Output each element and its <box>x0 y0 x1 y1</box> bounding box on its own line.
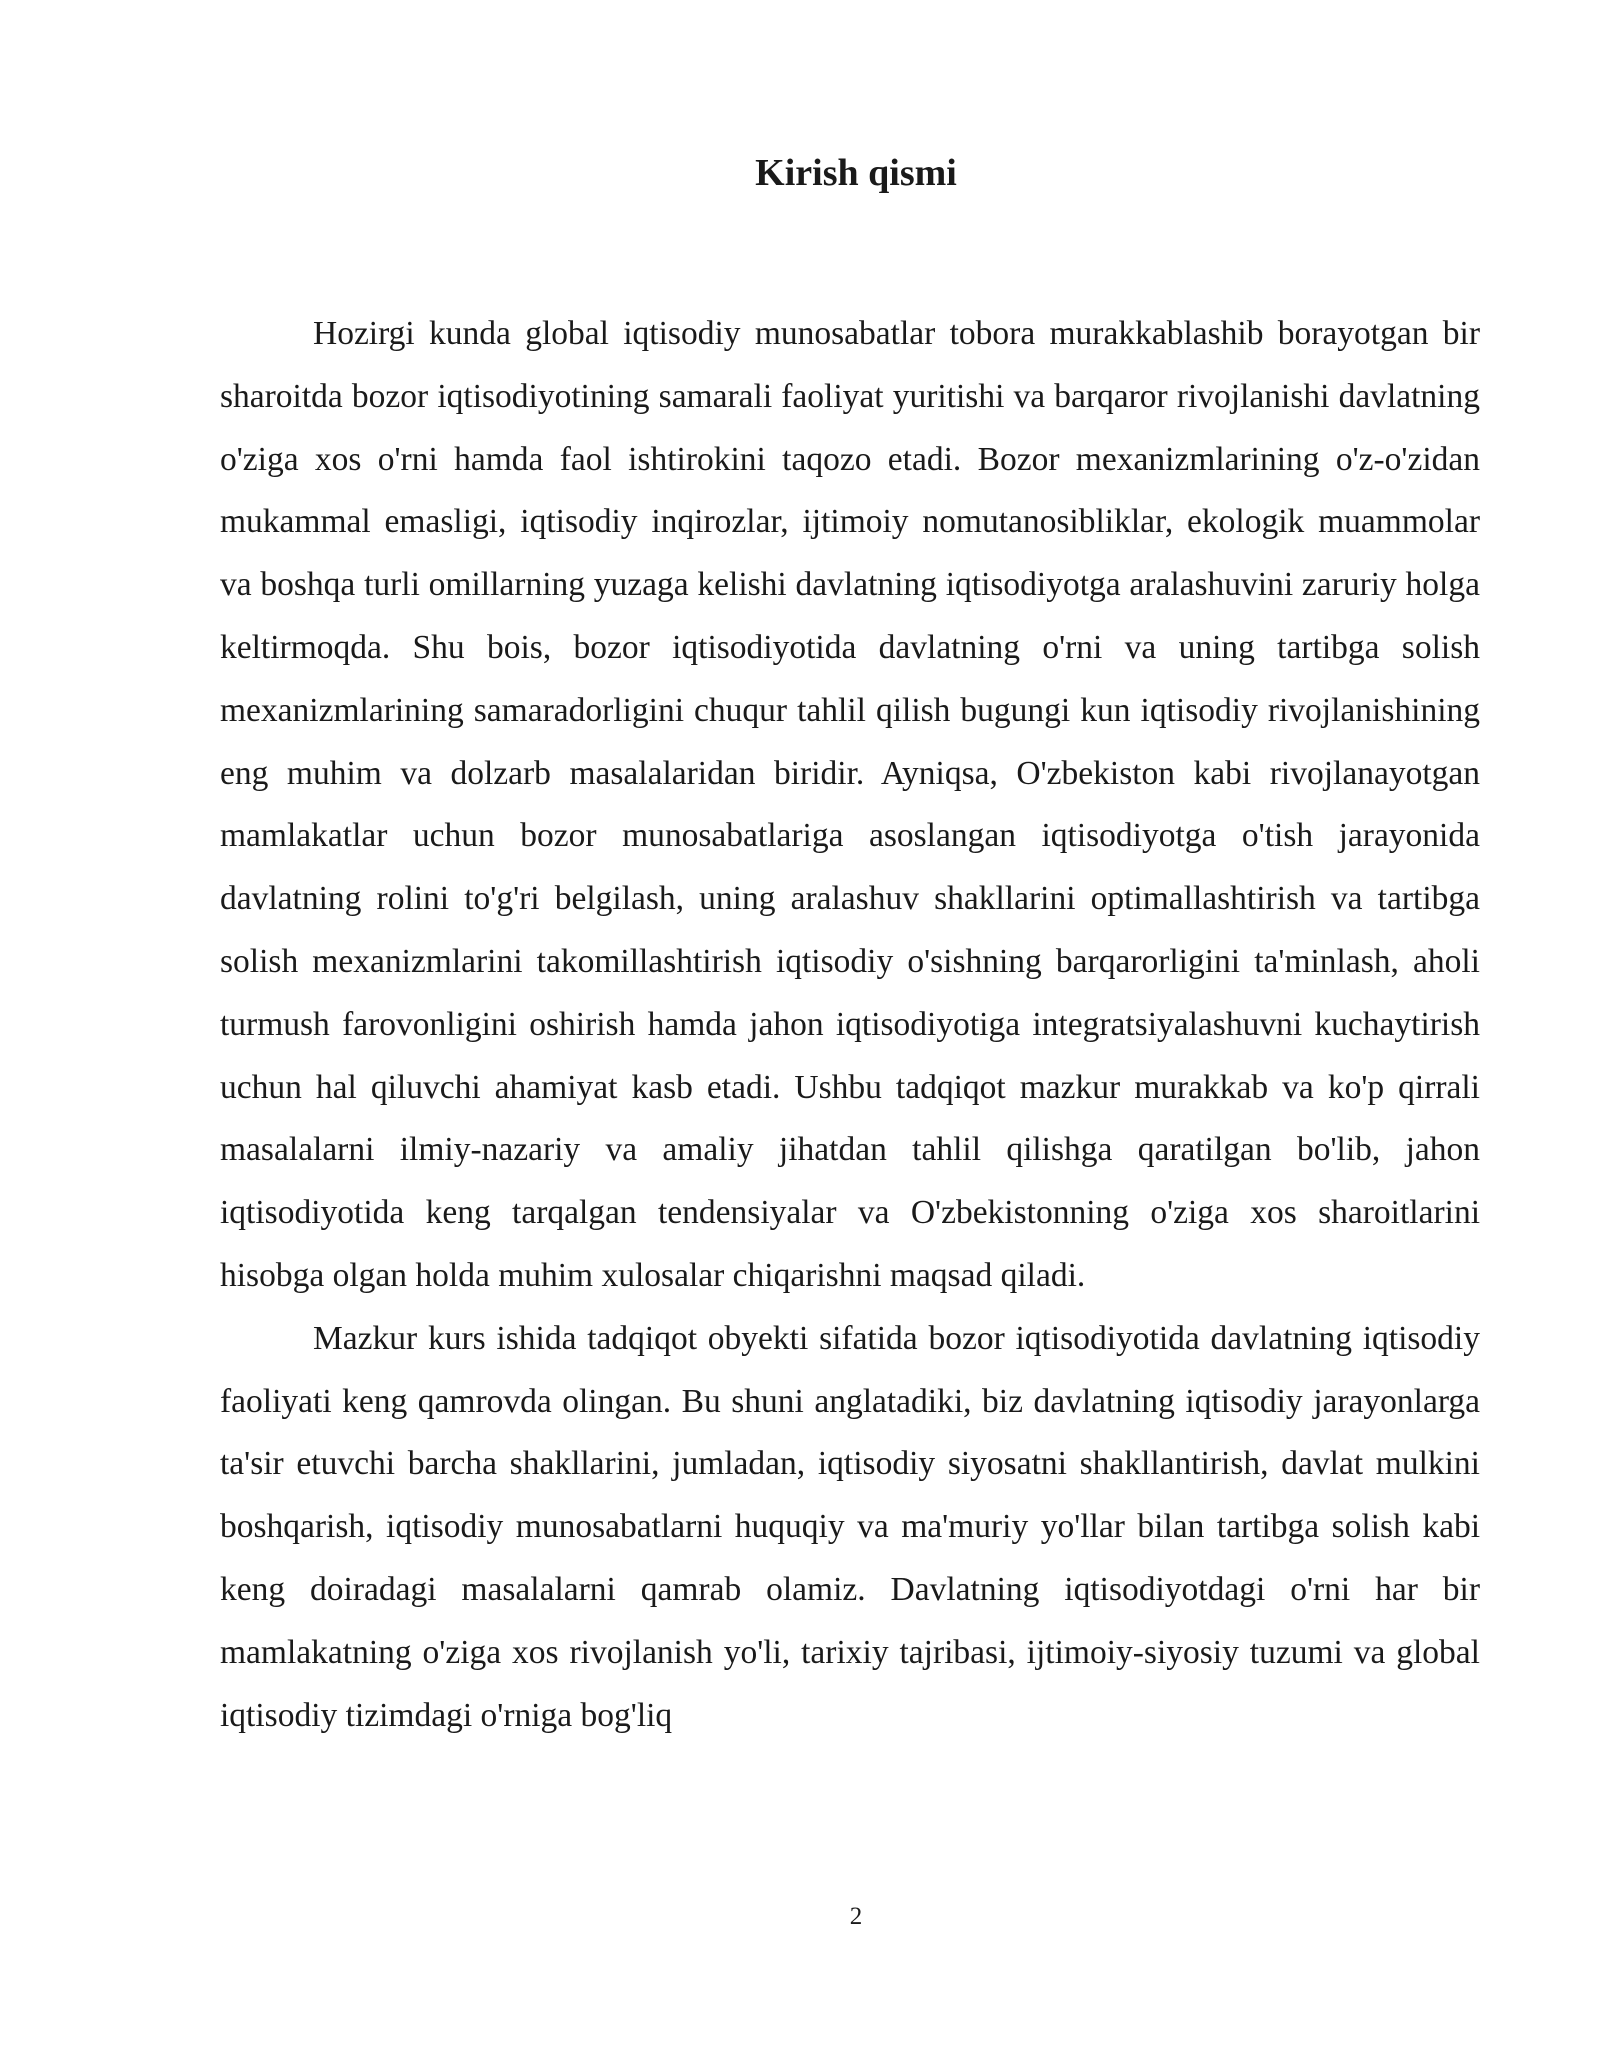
paragraph-intro: Hozirgi kunda global iqtisodiy munosabatlar tobora murakkablashib borayotgan bir sharoitda bozor iqtisodiyotining samarali faoliyat yuritishi va barqaror rivojlanishi davlatning o'ziga xos o'rni hamda faol ishtirokini taqozo etadi. Bozor mexanizmlarining o'z-o'zidan mukammal emasligi, iqtisodiy inqirozlar, ijtimoiy nomutanosibliklar, ekologik muammolar va boshqa turli omillarning yuzaga kelishi davlatning iqtisodiyotga aralashuvini zaruriy holga keltirmoqda. Shu bois, bozor iqtisodiyotida davlatning o'rni va uning tartibga solish mexanizmlarining samaradorligini chuqur tahlil qilish bugungi kun iqtisodiy rivojlanishining eng muhim va dolzarb masalalaridan biridir. Ayniqsa, O'zbekiston kabi rivojlanayotgan mamlakatlar uchun bozor munosabatlariga asoslangan iqtisodiyotga o'tish jarayonida davlatning rolini to'g'ri belgilash, uning aralashuv shakllarini optimallashtirish va tartibga solish mexanizmlarini takomillashtirish iqtisodiy o'sishning barqarorligini ta'minlash, aholi turmush farovonligini oshirish hamda jahon iqtisodiyotiga integratsiyalashuvni kuchaytirish uchun hal qiluvchi ahamiyat kasb etadi. Ushbu tadqiqot mazkur murakkab va ko'p qirrali masalalarni ilmiy-nazariy va amaliy jihatdan tahlil qilishga qaratilgan bo'lib, jahon iqtisodiyotida keng tarqalgan tendensiyalar va O'zbekistonning o'ziga xos sharoitlarini hisobga olgan holda muhim xulosalar chiqarishni maqsad qiladi. <box>220 315 1480 1294</box>
page-number: 2 <box>849 1903 863 1930</box>
paragraph-research-object: Mazkur kurs ishida tadqiqot obyekti sifatida bozor iqtisodiyotida davlatning iqtisodiy faoliyati keng qamrovda olingan. Bu shuni anglatadiki, biz davlatning iqtisodiy jarayonlarga ta'sir etuvchi barcha shakllarini, jumladan, iqtisodiy siyosatni shakllantirish, davlat mulkini boshqarish, iqtisodiy munosabatlarni huquqiy va ma'muriy yo'llar bilan tartibga solish kabi keng doiradagi masalalarni qamrab olamiz. Davlatning iqtisodiyotdagi o'rni har bir mamlakatning o'ziga xos rivojlanish yo'li, tarixiy tajribasi, ijtimoiy-siyosiy tuzumi va global iqtisodiy tizimdagi o'rniga bog'liq <box>220 1319 1480 1734</box>
page-title: Kirish qismi <box>755 152 957 194</box>
body-text <box>220 303 1480 1747</box>
